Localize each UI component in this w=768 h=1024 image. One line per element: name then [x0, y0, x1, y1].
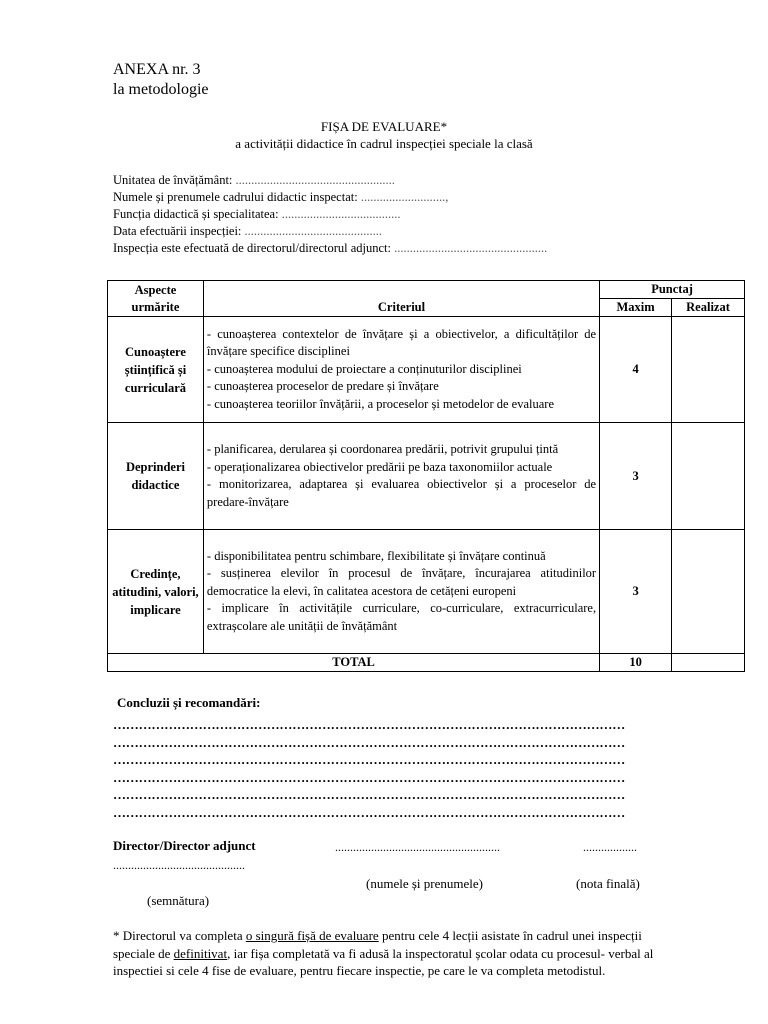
criterion-item: - cunoașterea contextelor de învățare și a obiectivelor, a dificultăților de învățare specifice disciplinei [206, 326, 597, 359]
field-data-blank[interactable]: ............................................ [244, 224, 383, 238]
field-nume-blank[interactable]: ..........................., [360, 190, 449, 204]
caption-nota: (nota finală) [576, 876, 640, 891]
total-max: 10 [600, 654, 672, 672]
table-header-row [108, 281, 745, 299]
field-inspector-blank[interactable]: ................................................. [394, 241, 548, 255]
table-row [108, 423, 745, 530]
criterion-item: - susținerea elevilor în procesul de învățare, încurajarea atitudinilor democratice la elevi, în calitatea acestora de cetățeni europeni [206, 566, 597, 598]
field-unitate-blank[interactable]: ................................................... [235, 173, 395, 187]
criteria-cell [203, 530, 599, 654]
field-functia: Funcția didactică și specialitatea: ...................................... [113, 207, 401, 221]
criterion-item: - cunoașterea teoriilor învățării, a proceselor și metodelor de evaluare [206, 396, 554, 411]
aspect-cell: Deprinderi didactice [108, 423, 204, 530]
info-fields [113, 172, 547, 257]
header-aspect: Aspecte urmărite [108, 281, 204, 317]
header-criteriul: Criteriul [203, 281, 599, 317]
total-row [108, 654, 745, 672]
form-title: FIȘA DE EVALUARE* [320, 119, 448, 134]
table-row [108, 317, 745, 423]
annex-number: ANEXA nr. 3 [113, 61, 201, 78]
total-realizat[interactable] [672, 654, 745, 672]
signature-name-blank[interactable]: ....................................................... [335, 840, 500, 854]
criterion-item: - cunoașterea modului de proiectare a conținuturilor disciplinei [206, 361, 522, 376]
aspect-cell: Cunoaștere științifică și curriculară [108, 317, 204, 423]
aspect-cell: Credințe, atitudini, valori, implicare [108, 530, 204, 654]
criterion-item: - disponibilitatea pentru schimbare, flexibilitate și învățare continuă [206, 548, 546, 563]
header-realizat: Realizat [672, 299, 745, 317]
signature-nota-blank[interactable]: .................. [583, 840, 637, 854]
form-title-block [0, 118, 768, 152]
conclusion-line[interactable]: ………………………………………………………………………………………………………… [113, 717, 626, 732]
criteria-cell [203, 423, 599, 530]
realizat-score-cell[interactable] [672, 317, 745, 423]
field-data: Data efectuării inspecției: ............................................ [113, 224, 383, 238]
criterion-item: - operaționalizarea obiectivelor predării pe baza taxonomiilor actuale [206, 459, 553, 474]
conclusion-line[interactable]: ………………………………………………………………………………………………………… [113, 769, 626, 785]
signature-title: Director/Director adjunct [113, 838, 256, 853]
criterion-item: - monitorizarea, adaptarea și evaluarea obiectivelor și a proceselor de predare-învățare [206, 477, 597, 509]
criterion-item: - cunoașterea proceselor de predare și învățare [206, 379, 439, 394]
conclusion-line[interactable]: ………………………………………………………………………………………………………… [113, 752, 626, 767]
footnote: * Directorul va completa o singură fișă de evaluare pentru cele 4 lecții asistate în cadrul unei inspecții speciale de definitivat, iar fișa completată va fi adusă la inspectoratul școlar odata cu procesul- verbal al inspectiei si cele 4 fise de evaluare, pentru fiecare inspectie, pe care le va completa metodistul. [113, 928, 654, 978]
annex-subtitle: la metodologie [113, 81, 209, 98]
criterion-item: - implicare în activitățile curriculare, co-curriculare, extracurriculare, extrașcolare ale unității de învățământ [206, 601, 597, 633]
max-score-cell: 3 [600, 530, 672, 654]
conclusion-line[interactable]: ………………………………………………………………………………………………………… [113, 734, 626, 750]
conclusion-line[interactable]: ………………………………………………………………………………………………………… [113, 804, 626, 820]
criterion-item: - planificarea, derularea și coordonarea predării, potrivit grupului țintă [206, 442, 559, 456]
annex-heading [113, 60, 209, 100]
signature-semn-blank[interactable]: ............................................ [113, 858, 245, 872]
evaluation-table [107, 280, 745, 672]
footnote-underline: definitivat [173, 945, 228, 961]
field-functia-blank[interactable]: ...................................... [281, 207, 401, 221]
field-nume: Numele și prenumele cadrului didactic inspectat: ..........................., [113, 190, 449, 204]
conclusions-lines[interactable] [113, 716, 658, 821]
field-inspector: Inspecția este efectuată de directorul/directorul adjunct: ................................................. [113, 241, 548, 255]
footnote-underline: o singură fișă de evaluare [245, 928, 379, 943]
caption-semnatura: (semnătura) [147, 893, 210, 908]
form-subtitle: a activității didactice în cadrul inspecției speciale la clasă [235, 136, 533, 151]
conclusions-heading: Concluzii și recomandări: [117, 695, 261, 710]
realizat-score-cell[interactable] [672, 423, 745, 530]
total-label: TOTAL [108, 654, 600, 672]
caption-name: (numele și prenumele) [366, 876, 483, 891]
header-punctaj: Punctaj [600, 281, 745, 299]
realizat-score-cell[interactable] [672, 530, 745, 654]
field-unitate: Unitatea de învățământ: ................................................... [113, 173, 395, 187]
max-score-cell: 3 [600, 423, 672, 530]
max-score-cell: 4 [600, 317, 672, 423]
table-row [108, 530, 745, 654]
header-maxim: Maxim [600, 299, 672, 317]
criteria-cell [203, 317, 599, 423]
conclusion-line[interactable]: ………………………………………………………………………………………………………… [113, 787, 626, 802]
